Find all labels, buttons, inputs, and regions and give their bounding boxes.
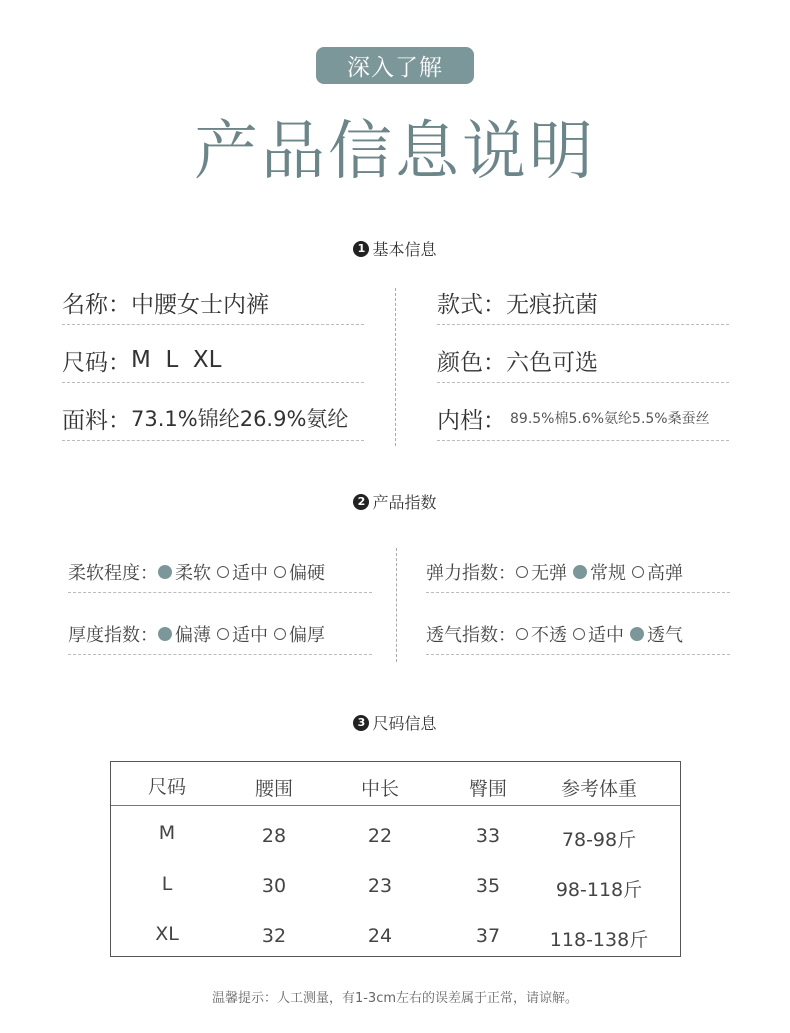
option [158,559,211,585]
info-style-row [437,280,729,325]
table-cell: XL [155,923,179,945]
info-value: 中腰女士内裤 [131,291,269,318]
info-value: 73.1%锦纶26.9%氨纶 [131,407,349,431]
option-label: 偏硬 [289,563,325,584]
info-name-row [62,280,364,325]
radio-empty-icon [516,628,528,640]
radio-filled-icon [630,627,644,641]
info-fabric-row [62,396,364,441]
section-index-heading [0,490,790,513]
section-basic-heading [0,237,790,260]
option [217,559,268,585]
option [630,621,683,647]
radio-empty-icon [632,566,644,578]
option [516,621,567,647]
option-label: 透气 [647,625,683,646]
info-label: 名称： [62,291,131,318]
table-cell: 98-118斤 [555,879,643,901]
info-label: 款式： [437,291,506,318]
section-title: 基本信息 [372,240,437,259]
radio-empty-icon [573,628,585,640]
section-size-heading [0,711,790,734]
info-value: 六色可选 [506,349,598,376]
learn-more-badge: 深入了解 [316,47,474,84]
option [274,559,325,585]
radio-filled-icon [573,565,587,579]
column-header: 尺码 [147,776,187,798]
option [632,559,683,585]
footnote: 温馨提示：人工测量，有1-3cm左右的误差属于正常，请谅解。 [211,991,579,1006]
radio-filled-icon [158,627,172,641]
option [274,621,325,647]
index-thickness-row [68,614,372,655]
option [217,621,268,647]
info-color-row [437,338,729,383]
index-softness-row [68,552,372,593]
section-title: 尺码信息 [372,714,437,733]
index-label: 柔软程度： [68,563,158,584]
page-title: 产品信息说明 [194,115,596,189]
column-header: 中长 [360,778,400,800]
table-cell: 78-98斤 [561,829,637,851]
table-cell: 118-138斤 [549,929,649,951]
info-value: 无痕抗菌 [506,291,598,318]
info-label: 尺码： [62,349,131,376]
option-label: 偏薄 [175,625,211,646]
section-number-badge: 1 [353,241,369,257]
option-label: 无弹 [531,563,567,584]
table-cell: 23 [367,875,393,897]
table-cell: 30 [261,875,287,897]
info-value: M L XL [131,347,222,373]
option-label: 适中 [232,563,268,584]
radio-empty-icon [274,628,286,640]
index-label: 厚度指数： [68,625,158,646]
option-label: 柔软 [175,563,211,584]
radio-empty-icon [516,566,528,578]
column-header: 腰围 [254,778,294,800]
radio-empty-icon [274,566,286,578]
info-size-row [62,338,364,383]
column-divider [395,288,396,446]
option-label: 不透 [531,625,567,646]
column-header: 参考体重 [560,778,638,800]
section-number-badge: 2 [353,494,369,510]
table-cell: 35 [475,875,501,897]
table-cell: 33 [475,825,501,847]
size-table [110,761,681,957]
info-label: 内档： [437,407,506,434]
radio-empty-icon [217,628,229,640]
radio-empty-icon [217,566,229,578]
index-label: 弹力指数： [426,563,516,584]
table-cell: 37 [475,925,501,947]
table-cell: M [158,822,176,844]
option-label: 偏厚 [289,625,325,646]
option-label: 适中 [232,625,268,646]
section-number-badge: 3 [353,715,369,731]
info-value: 89.5%棉5.6%氨纶5.5%桑蚕丝 [510,411,710,427]
table-header [111,762,680,806]
section-title: 产品指数 [372,493,437,512]
radio-filled-icon [158,565,172,579]
info-label: 颜色： [437,349,506,376]
option [158,621,211,647]
option-label: 高弹 [647,563,683,584]
index-label: 透气指数： [426,625,516,646]
option [573,621,624,647]
column-header: 臀围 [468,778,508,800]
table-cell: 32 [261,925,287,947]
index-breathability-row [426,614,730,655]
index-elasticity-row [426,552,730,593]
option-label: 常规 [590,563,626,584]
option [573,559,626,585]
table-cell: 24 [367,925,393,947]
info-crotch-row [437,396,729,441]
table-cell: 28 [261,825,287,847]
info-label: 面料： [62,407,131,434]
column-divider [396,548,397,662]
table-cell: 22 [367,825,393,847]
table-cell: L [161,873,173,895]
option [516,559,567,585]
option-label: 适中 [588,625,624,646]
